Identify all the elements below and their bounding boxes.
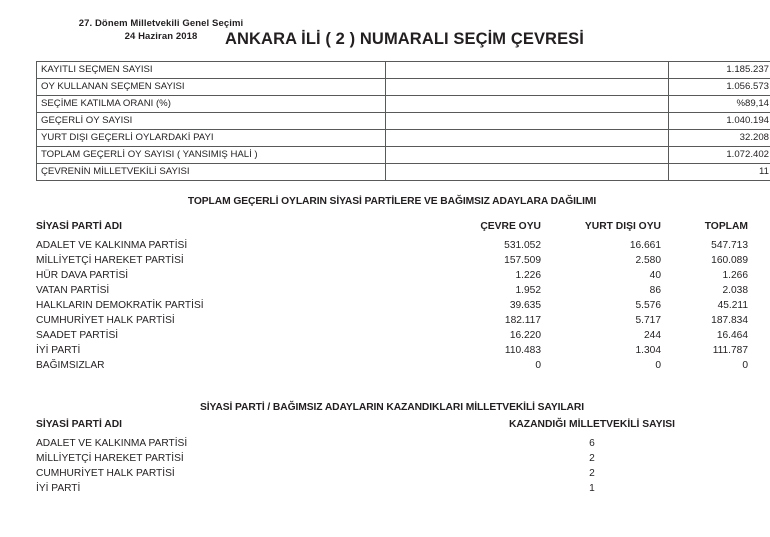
summary-value: %89,14 — [669, 96, 770, 113]
page-title: ANKARA İLİ ( 2 ) NUMARALI SEÇİM ÇEVRESİ — [225, 30, 584, 48]
column-header-party: SİYASİ PARTİ ADI — [36, 221, 123, 232]
yurt-disi-value: 16.661 — [629, 240, 661, 251]
table-row — [36, 283, 748, 298]
summary-label: OY KULLANAN SEÇMEN SAYISI — [37, 79, 386, 96]
summary-value: 1.072.402 — [669, 147, 770, 164]
seat-count-value: 2 — [589, 468, 595, 479]
party-name: MİLLİYETÇİ HAREKET PARTİSİ — [36, 453, 184, 464]
election-period: 27. Dönem Milletvekili Genel Seçimi — [78, 18, 244, 29]
party-name: İYİ PARTİ — [36, 345, 81, 356]
summary-value: 11 — [669, 164, 770, 181]
toplam-value: 160.089 — [711, 255, 748, 266]
seat-count-value: 1 — [589, 483, 595, 494]
distribution-section-heading: TOPLAM GEÇERLİ OYLARIN SİYASİ PARTİLERE VE BAĞIMSIZ ADAYLARA DAĞILIMI — [187, 196, 597, 207]
table-row — [37, 147, 770, 164]
table-row — [36, 343, 748, 358]
summary-spacer — [386, 113, 669, 130]
party-name: BAĞIMSIZLAR — [36, 360, 105, 371]
summary-label: YURT DIŞI GEÇERLİ OYLARDAKİ PAYI — [37, 130, 386, 147]
yurt-disi-value: 1.304 — [635, 345, 661, 356]
column-header-yurt-disi: YURT DIŞI OYU — [584, 221, 661, 232]
yurt-disi-value: 0 — [655, 360, 661, 371]
table-row — [36, 313, 748, 328]
summary-label: GEÇERLİ OY SAYISI — [37, 113, 386, 130]
column-header-cevre-oyu: ÇEVRE OYU — [480, 221, 541, 232]
summary-table-body — [37, 62, 770, 181]
summary-value: 1.040.194 — [669, 113, 770, 130]
toplam-value: 1.266 — [722, 270, 748, 281]
party-name: HÜR DAVA PARTİSİ — [36, 270, 129, 281]
seat-count-value: 6 — [589, 438, 595, 449]
table-row — [36, 328, 748, 343]
table-row — [37, 164, 770, 181]
election-date: 24 Haziran 2018 — [124, 31, 198, 42]
party-name: ADALET VE KALKINMA PARTİSİ — [36, 240, 188, 251]
yurt-disi-value: 86 — [649, 285, 661, 296]
distribution-rows — [36, 238, 748, 373]
summary-value: 1.056.573 — [669, 79, 770, 96]
table-row — [36, 253, 748, 268]
table-row — [36, 358, 748, 373]
party-name: CUMHURİYET HALK PARTİSİ — [36, 315, 175, 326]
party-name: MİLLİYETÇİ HAREKET PARTİSİ — [36, 255, 184, 266]
party-name: ADALET VE KALKINMA PARTİSİ — [36, 438, 188, 449]
party-name: VATAN PARTİSİ — [36, 285, 110, 296]
yurt-disi-value: 2.580 — [635, 255, 661, 266]
seats-rows — [36, 436, 748, 496]
summary-statistics-table — [36, 61, 770, 181]
column-header-toplam: TOPLAM — [704, 221, 748, 232]
seat-count-value: 2 — [589, 453, 595, 464]
table-row — [36, 451, 748, 466]
toplam-value: 2.038 — [722, 285, 748, 296]
toplam-value: 16.464 — [716, 330, 748, 341]
summary-label: TOPLAM GEÇERLİ OY SAYISI ( YANSIMIŞ HALİ ) — [37, 147, 386, 164]
summary-spacer — [386, 62, 669, 79]
yurt-disi-value: 40 — [649, 270, 661, 281]
seats-column-headers — [36, 418, 748, 432]
summary-label: ÇEVRENİN MİLLETVEKİLİ SAYISI — [37, 164, 386, 181]
summary-label: KAYITLI SEÇMEN SAYISI — [37, 62, 386, 79]
toplam-value: 0 — [742, 360, 748, 371]
cevre-oyu-value: 16.220 — [509, 330, 541, 341]
cevre-oyu-value: 39.635 — [509, 300, 541, 311]
summary-spacer — [386, 96, 669, 113]
table-row — [36, 298, 748, 313]
party-name: İYİ PARTİ — [36, 483, 81, 494]
table-row — [37, 96, 770, 113]
summary-spacer — [386, 147, 669, 164]
summary-spacer — [386, 164, 669, 181]
cevre-oyu-value: 1.952 — [515, 285, 541, 296]
summary-label: SEÇİME KATILMA ORANI (%) — [37, 96, 386, 113]
summary-value: 32.208 — [669, 130, 770, 147]
yurt-disi-value: 244 — [644, 330, 661, 341]
party-name: SAADET PARTİSİ — [36, 330, 119, 341]
yurt-disi-value: 5.717 — [635, 315, 661, 326]
table-row — [37, 62, 770, 79]
table-row — [36, 238, 748, 253]
cevre-oyu-value: 531.052 — [504, 240, 541, 251]
party-name: HALKLARIN DEMOKRATİK PARTİSİ — [36, 300, 204, 311]
yurt-disi-value: 5.576 — [635, 300, 661, 311]
table-row — [37, 130, 770, 147]
cevre-oyu-value: 110.483 — [504, 345, 541, 356]
seats-section-heading: SİYASİ PARTİ / BAĞIMSIZ ADAYLARIN KAZANDIKLARI MİLLETVEKİLİ SAYILARI — [200, 402, 584, 413]
toplam-value: 187.834 — [711, 315, 748, 326]
column-header-party: SİYASİ PARTİ ADI — [36, 419, 123, 430]
cevre-oyu-value: 182.117 — [504, 315, 541, 326]
table-row — [36, 466, 748, 481]
summary-value: 1.185.237 — [669, 62, 770, 79]
toplam-value: 45.211 — [717, 300, 748, 311]
table-row — [36, 481, 748, 496]
column-header-seat-count: KAZANDIĞI MİLLETVEKİLİ SAYISI — [508, 419, 676, 430]
toplam-value: 111.787 — [712, 345, 748, 356]
summary-spacer — [386, 130, 669, 147]
table-row — [36, 436, 748, 451]
cevre-oyu-value: 1.226 — [515, 270, 541, 281]
cevre-oyu-value: 157.509 — [504, 255, 541, 266]
toplam-value: 547.713 — [711, 240, 748, 251]
table-row — [36, 268, 748, 283]
distribution-column-headers — [36, 220, 748, 234]
table-row — [37, 113, 770, 130]
party-name: CUMHURİYET HALK PARTİSİ — [36, 468, 175, 479]
document-header — [0, 0, 770, 58]
summary-spacer — [386, 79, 669, 96]
cevre-oyu-value: 0 — [535, 360, 541, 371]
table-row — [37, 79, 770, 96]
